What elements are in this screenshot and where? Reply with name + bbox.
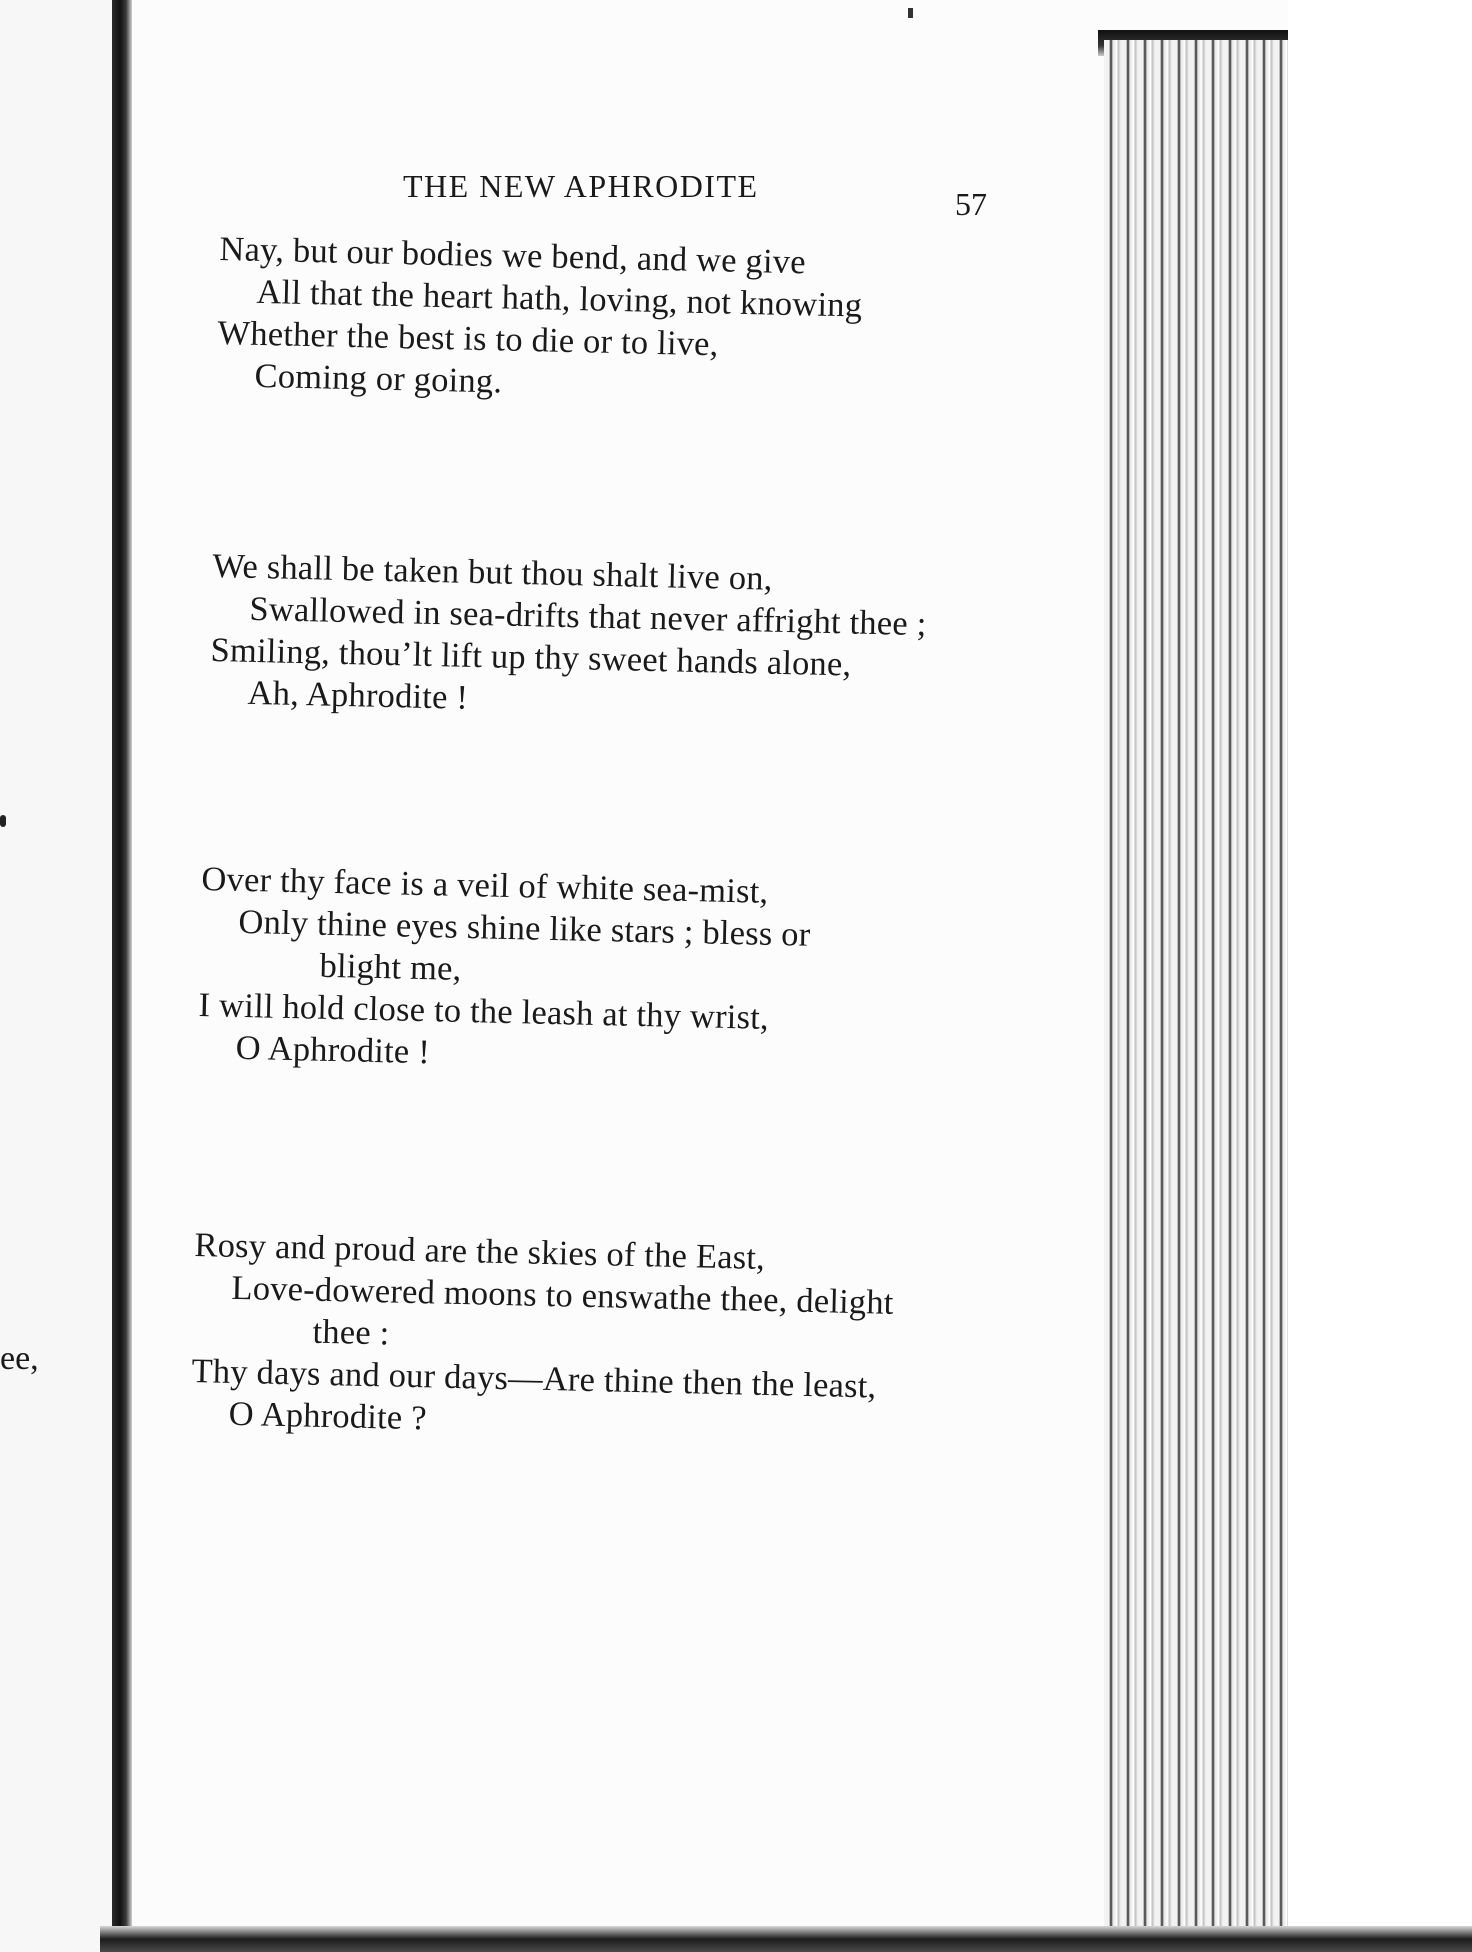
verse-line: All that the heart hath, loving, not knowing [256,272,863,325]
verse-line: Swallowed in sea-drifts that never affright thee ; [249,589,927,644]
verse-line: Nay, but our bodies we bend, and we give [219,229,807,282]
verse-line: Over thy face is a veil of white sea-mist, [201,859,769,911]
verse-line: Love-dowered moons to enswathe thee, delight [231,1268,895,1322]
stanza [190,1224,895,1450]
running-head: THE NEW APHRODITE [403,168,759,204]
page-block-edges [1104,40,1288,1940]
verse-line: I will hold close to the leash at thy wrist, [198,985,770,1037]
page-number: 57 [955,186,987,222]
verse-line: Only thine eyes shine like stars ; bless or [238,902,811,954]
verse-line: O Aphrodite ! [235,1028,431,1072]
scan-mark [908,8,913,18]
facing-page-mark [0,815,6,827]
verse-line: blight me, [319,946,462,988]
facing-page [0,0,112,1952]
verse-line: Whether the best is to die or to live, [217,313,719,364]
verse-line: Smiling, thou’lt lift up thy sweet hands alone, [210,630,852,684]
verse-line: O Aphrodite ? [228,1394,428,1438]
book-gutter [112,0,132,1952]
verse-line: Coming or going. [254,356,503,401]
stanza [216,228,863,411]
facing-page-text-fragment: ee, [0,1340,39,1377]
stanza [209,545,928,729]
page-bottom-edge [100,1926,1472,1952]
verse-line: Rosy and proud are the skies of the East, [194,1225,766,1277]
verse-line: thee : [312,1312,390,1353]
verse-line: Thy days and our days—Are thine then the least, [191,1351,877,1406]
verse-line: Ah, Aphrodite ! [247,673,469,717]
verse-line: We shall be taken but thou shalt live on, [212,546,773,598]
stanza [197,858,812,1082]
